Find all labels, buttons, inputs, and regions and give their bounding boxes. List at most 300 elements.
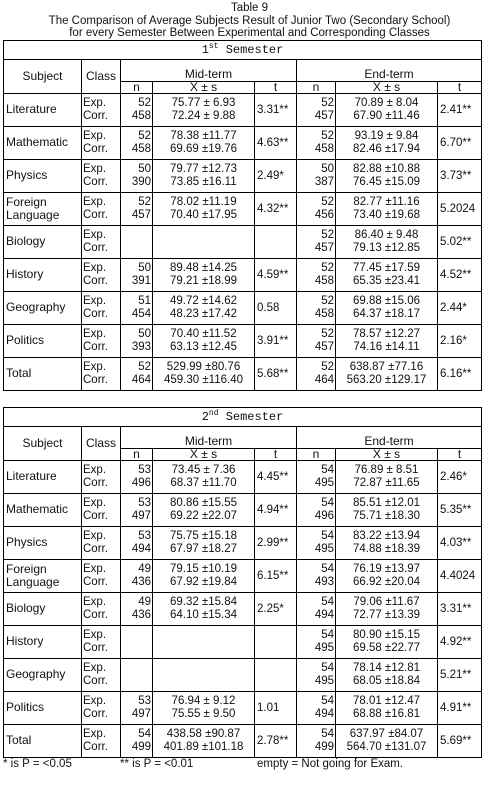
end-n-cell xyxy=(297,291,336,324)
mid-n-cell xyxy=(121,258,153,291)
end-n-corr: 464 xyxy=(314,373,334,386)
mid-t-cell: 5.68** xyxy=(255,357,297,390)
class-cell xyxy=(82,258,121,291)
end-t-cell: 5.69** xyxy=(438,724,482,757)
class-corr: Corr. xyxy=(83,476,108,489)
mid-n-corr: 497 xyxy=(131,509,151,522)
end-mean-sd-exp: 77.45 ±17.59 xyxy=(352,262,421,274)
mid-mean-sd-exp: 70.40 ±11.52 xyxy=(170,328,237,340)
table-row xyxy=(4,460,482,493)
subject-cell: Mathematic xyxy=(4,493,82,526)
semester-suffix: nd xyxy=(208,409,219,418)
class-cell xyxy=(82,291,121,324)
mid-t-header: t xyxy=(255,81,297,93)
end-n-cell xyxy=(297,625,336,658)
class-cell xyxy=(82,159,121,192)
mid-n-cell xyxy=(121,192,153,225)
mid-mean-sd-corr: 69.22 ±22.07 xyxy=(169,509,238,522)
class-corr: Corr. xyxy=(83,208,108,221)
class-exp: Exp. xyxy=(83,361,107,373)
semester-heading xyxy=(4,407,482,426)
mid-mean-sd-exp: 69.32 ±15.84 xyxy=(169,596,238,608)
end-t-cell: 5.35** xyxy=(438,493,482,526)
mid-mean-sd-exp: 79.77 ±12.73 xyxy=(169,163,238,175)
end-n-cell xyxy=(297,225,336,258)
end-n-exp: 52 xyxy=(321,295,334,307)
end-n-exp: 52 xyxy=(321,196,334,208)
mid-n-cell xyxy=(121,526,153,559)
mid-mean-sd-cell xyxy=(153,192,255,225)
subject-cell: History xyxy=(4,258,82,291)
mid-mean-sd-exp: 76.94 ± 9.12 xyxy=(171,695,236,707)
end-n-cell xyxy=(297,159,336,192)
end-n-cell xyxy=(297,526,336,559)
mid-t-header: t xyxy=(255,448,297,460)
end-mean-sd-exp: 69.88 ±15.06 xyxy=(352,295,421,307)
class-cell xyxy=(82,225,121,258)
mid-term-header: Mid-term xyxy=(121,59,297,81)
end-n-exp: 54 xyxy=(321,662,334,674)
class-header: Class xyxy=(82,426,121,460)
end-n-exp: 52 xyxy=(321,229,334,241)
mid-n-exp: 50 xyxy=(138,328,151,340)
mid-n-cell xyxy=(121,291,153,324)
end-mean-sd-cell xyxy=(336,724,438,757)
mid-t-cell: 4.59** xyxy=(255,258,297,291)
mid-n-cell xyxy=(121,324,153,357)
end-mean-sd-corr: 79.13 ±12.85 xyxy=(352,241,421,254)
end-mean-sd-cell xyxy=(336,691,438,724)
mid-mean-sd-corr: 63.13 ±12.45 xyxy=(169,340,238,353)
table-label: Table 9 xyxy=(230,2,269,14)
end-mean-sd-cell xyxy=(336,93,438,126)
table-row xyxy=(4,493,482,526)
class-corr: Corr. xyxy=(83,707,108,720)
subject-cell: Biology xyxy=(4,225,82,258)
end-mean-sd-corr: 73.40 ±19.68 xyxy=(352,208,421,221)
table-row xyxy=(4,126,482,159)
mid-n-exp: 50 xyxy=(138,163,151,175)
mid-mean-sd-corr: 401.89 ±101.18 xyxy=(163,740,244,753)
end-mean-sd-exp: 70.89 ± 8.04 xyxy=(354,97,419,109)
class-cell xyxy=(82,625,121,658)
end-n-corr: 494 xyxy=(314,707,334,720)
mid-mean-sd-cell xyxy=(153,724,255,757)
end-mean-sd-corr: 76.45 ±15.09 xyxy=(352,175,421,188)
mid-n-cell xyxy=(121,159,153,192)
end-n-exp: 52 xyxy=(321,328,334,340)
end-mean-sd-exp: 78.14 ±12.81 xyxy=(352,662,421,674)
end-mean-sd-corr: 74.16 ±14.11 xyxy=(353,340,420,353)
class-exp: Exp. xyxy=(83,163,107,175)
end-n-corr: 495 xyxy=(314,476,334,489)
class-exp: Exp. xyxy=(83,328,107,340)
mid-n-cell xyxy=(121,724,153,757)
end-mean-sd-corr: 65.35 ±23.41 xyxy=(352,274,421,287)
end-mean-sd-exp: 638.87 ±77.16 xyxy=(349,361,424,373)
class-corr: Corr. xyxy=(83,109,108,122)
end-mean-sd-corr: 75.71 ±18.30 xyxy=(352,509,421,522)
end-mean-sd-corr: 72.87 ±11.65 xyxy=(353,476,420,489)
class-exp: Exp. xyxy=(83,464,107,476)
end-mean-sd-cell xyxy=(336,592,438,625)
class-cell xyxy=(82,460,121,493)
end-mean-sd-exp: 85.51 ±12.01 xyxy=(352,497,421,509)
end-n-cell xyxy=(297,126,336,159)
mid-mean-sd-corr: 459.30 ±116.40 xyxy=(163,373,243,386)
class-cell xyxy=(82,357,121,390)
mid-mean-sd-corr: 69.69 ±19.76 xyxy=(169,142,238,155)
semester-label: Semester xyxy=(218,43,284,57)
end-n-header: n xyxy=(297,81,336,93)
mid-mean-sd-cell xyxy=(153,559,255,592)
table-row xyxy=(4,324,482,357)
mid-n-exp: 53 xyxy=(138,464,151,476)
mid-t-cell xyxy=(255,658,297,691)
end-n-cell xyxy=(297,357,336,390)
end-mean-sd-cell xyxy=(336,526,438,559)
mid-mean-sd-exp: 80.86 ±15.55 xyxy=(169,497,238,509)
mid-n-cell xyxy=(121,126,153,159)
mid-n-cell xyxy=(121,658,153,691)
end-mean-sd-cell xyxy=(336,258,438,291)
end-n-corr: 499 xyxy=(314,740,334,753)
mid-n-cell xyxy=(121,357,153,390)
end-mean-sd-corr: 68.05 ±18.84 xyxy=(352,674,421,687)
mid-mean-sd-corr: 64.10 ±15.34 xyxy=(169,608,238,621)
end-mean-sd-exp: 82.88 ±10.88 xyxy=(352,163,421,175)
end-term-header: End-term xyxy=(297,426,482,448)
end-mean-sd-cell xyxy=(336,291,438,324)
end-n-exp: 54 xyxy=(321,629,334,641)
end-mean-sd-exp: 637.97 ±84.07 xyxy=(349,728,424,740)
end-n-exp: 54 xyxy=(321,728,334,740)
class-cell xyxy=(82,526,121,559)
end-n-corr: 387 xyxy=(314,175,334,188)
class-corr: Corr. xyxy=(83,674,108,687)
end-mean-sd-cell xyxy=(336,126,438,159)
class-exp: Exp. xyxy=(83,530,107,542)
class-corr: Corr. xyxy=(83,175,108,188)
mid-n-exp: 53 xyxy=(138,497,151,509)
mid-mean-sd-cell xyxy=(153,324,255,357)
mid-mean-sd-cell xyxy=(153,691,255,724)
mid-mean-sd-cell xyxy=(153,526,255,559)
class-cell xyxy=(82,658,121,691)
footnote xyxy=(3,758,499,771)
mid-mean-sd-cell xyxy=(153,625,255,658)
class-corr: Corr. xyxy=(83,509,108,522)
end-n-exp: 54 xyxy=(321,563,334,575)
subject-cell: Mathematic xyxy=(4,126,82,159)
mid-t-cell: 3.91** xyxy=(255,324,297,357)
class-cell xyxy=(82,592,121,625)
subject-cell: Foreign Language xyxy=(4,559,82,592)
mid-mean-sd-corr: 72.24 ± 9.88 xyxy=(171,109,236,122)
class-exp: Exp. xyxy=(83,229,107,241)
table-row xyxy=(4,357,482,390)
table-row xyxy=(4,258,482,291)
footnote-empty: empty = Not going for Exam. xyxy=(257,757,404,770)
mid-mean-sd-exp: 89.48 ±14.25 xyxy=(169,262,238,274)
subject-cell: Total xyxy=(4,357,82,390)
table-title-line-1: The Comparison of Average Subjects Result of Junior Two (Secondary School) xyxy=(48,14,451,27)
end-mean-sd-exp: 80.90 ±15.15 xyxy=(352,629,421,641)
end-t-cell: 4.52** xyxy=(438,258,482,291)
mid-n-corr: 436 xyxy=(131,608,151,621)
end-mean-sd-exp: 78.01 ±12.47 xyxy=(352,695,421,707)
mid-t-cell: 2.49* xyxy=(255,159,297,192)
subject-cell: Literature xyxy=(4,93,82,126)
subject-cell: Physics xyxy=(4,526,82,559)
end-n-cell xyxy=(297,460,336,493)
end-n-corr: 458 xyxy=(314,307,334,320)
mid-mean-sd-cell xyxy=(153,258,255,291)
table-row xyxy=(4,625,482,658)
end-mean-sd-exp: 76.89 ± 8.51 xyxy=(354,464,419,476)
mid-t-cell: 2.25* xyxy=(255,592,297,625)
mid-n-exp: 50 xyxy=(138,262,151,274)
end-mean-sd-corr: 69.58 ±22.77 xyxy=(352,641,421,654)
mid-n-corr: 391 xyxy=(131,274,151,287)
end-n-corr: 495 xyxy=(314,641,334,654)
mid-n-cell xyxy=(121,493,153,526)
end-mean-sd-corr: 67.90 ±11.46 xyxy=(353,109,420,122)
end-mean-sd-exp: 76.19 ±13.97 xyxy=(352,563,421,575)
end-n-exp: 52 xyxy=(321,262,334,274)
mid-n-exp: 49 xyxy=(138,563,151,575)
end-mean-sd-header xyxy=(336,81,438,93)
mid-n-cell xyxy=(121,559,153,592)
end-t-cell: 2.41** xyxy=(438,93,482,126)
end-mean-sd-corr: 563.20 ±129.17 xyxy=(346,373,427,386)
std-symbol: ± s xyxy=(380,81,401,93)
mid-n-exp: 49 xyxy=(138,596,151,608)
mid-mean-sd-corr: 79.21 ±18.99 xyxy=(169,274,238,287)
mid-n-cell xyxy=(121,691,153,724)
end-n-cell xyxy=(297,658,336,691)
end-mean-sd-corr: 64.37 ±18.17 xyxy=(352,307,421,320)
mean-symbol: $\overline{X}$ xyxy=(189,448,198,460)
class-corr: Corr. xyxy=(83,307,108,320)
subject-cell: Geography xyxy=(4,658,82,691)
end-t-header: t xyxy=(438,448,482,460)
class-corr: Corr. xyxy=(83,641,108,654)
end-t-cell: 5.02** xyxy=(438,225,482,258)
end-n-corr: 457 xyxy=(314,241,334,254)
subject-cell: Total xyxy=(4,724,82,757)
mid-t-cell: 3.31** xyxy=(255,93,297,126)
end-n-corr: 458 xyxy=(314,142,334,155)
mid-mean-sd-exp: 78.02 ±11.19 xyxy=(170,196,237,208)
class-cell xyxy=(82,493,121,526)
class-corr: Corr. xyxy=(83,575,108,588)
semester-label: Semester xyxy=(218,410,284,424)
table-row xyxy=(4,526,482,559)
subject-cell: Literature xyxy=(4,460,82,493)
class-header: Class xyxy=(82,59,121,93)
end-t-cell: 2.46* xyxy=(438,460,482,493)
end-n-corr: 496 xyxy=(314,509,334,522)
end-n-corr: 456 xyxy=(314,208,334,221)
mid-mean-sd-cell xyxy=(153,357,255,390)
end-mean-sd-corr: 564.70 ±131.07 xyxy=(346,740,427,753)
end-t-header: t xyxy=(438,81,482,93)
end-mean-sd-exp: 86.40 ± 9.48 xyxy=(354,229,419,241)
table-row xyxy=(4,291,482,324)
end-n-header: n xyxy=(297,448,336,460)
mid-n-corr: 499 xyxy=(131,740,151,753)
end-mean-sd-exp: 83.22 ±13.94 xyxy=(352,530,421,542)
mid-n-corr: 458 xyxy=(131,142,151,155)
end-n-corr: 457 xyxy=(314,109,334,122)
end-mean-sd-exp: 93.19 ± 9.84 xyxy=(354,130,419,142)
mid-n-corr: 436 xyxy=(131,575,151,588)
subject-cell: Geography xyxy=(4,291,82,324)
end-n-exp: 54 xyxy=(321,695,334,707)
mid-mean-sd-exp: 75.75 ±15.18 xyxy=(169,530,238,542)
end-mean-sd-cell xyxy=(336,159,438,192)
mid-mean-sd-exp: 78.38 ±11.77 xyxy=(170,130,237,142)
mid-t-cell: 4.45** xyxy=(255,460,297,493)
mid-n-exp: 53 xyxy=(138,530,151,542)
end-t-cell: 2.16* xyxy=(438,324,482,357)
class-exp: Exp. xyxy=(83,130,107,142)
end-n-corr: 493 xyxy=(314,575,334,588)
end-n-exp: 54 xyxy=(321,596,334,608)
end-t-cell: 4.92** xyxy=(438,625,482,658)
class-exp: Exp. xyxy=(83,262,107,274)
end-t-cell: 3.73** xyxy=(438,159,482,192)
mid-t-cell xyxy=(255,625,297,658)
class-cell xyxy=(82,691,121,724)
mid-t-cell xyxy=(255,225,297,258)
mid-mean-sd-cell xyxy=(153,93,255,126)
class-cell xyxy=(82,559,121,592)
end-n-exp: 54 xyxy=(321,464,334,476)
class-corr: Corr. xyxy=(83,608,108,621)
end-n-corr: 494 xyxy=(314,608,334,621)
mid-mean-sd-cell xyxy=(153,225,255,258)
semester-table-2 xyxy=(3,407,482,758)
mid-n-corr: 454 xyxy=(131,307,151,320)
end-n-cell xyxy=(297,192,336,225)
table-row xyxy=(4,159,482,192)
mid-n-header: n xyxy=(121,81,153,93)
table-row xyxy=(4,691,482,724)
end-n-exp: 52 xyxy=(321,361,334,373)
mid-t-cell: 1.01 xyxy=(255,691,297,724)
table-row xyxy=(4,658,482,691)
end-n-exp: 52 xyxy=(321,130,334,142)
std-symbol: ± s xyxy=(197,448,218,460)
subject-cell: Politics xyxy=(4,324,82,357)
end-mean-sd-header xyxy=(336,448,438,460)
end-t-cell: 5.2024 xyxy=(438,192,482,225)
end-mean-sd-exp: 79.06 ±11.67 xyxy=(353,596,420,608)
mid-mean-sd-exp: 438.58 ±90.87 xyxy=(166,728,241,740)
end-t-cell: 5.21** xyxy=(438,658,482,691)
end-t-cell: 4.4024 xyxy=(438,559,482,592)
class-cell xyxy=(82,324,121,357)
end-n-cell xyxy=(297,724,336,757)
end-t-cell: 4.03** xyxy=(438,526,482,559)
class-corr: Corr. xyxy=(83,274,108,287)
mid-t-cell: 2.78** xyxy=(255,724,297,757)
mean-symbol: $\overline{X}$ xyxy=(189,81,198,93)
mid-mean-sd-exp: 49.72 ±14.62 xyxy=(169,295,238,307)
mid-n-exp: 52 xyxy=(138,361,151,373)
mid-n-corr: 458 xyxy=(131,109,151,122)
mid-mean-sd-exp: 75.77 ± 6.93 xyxy=(171,97,236,109)
class-corr: Corr. xyxy=(83,241,108,254)
end-mean-sd-corr: 68.88 ±16.81 xyxy=(352,707,421,720)
mid-mean-sd-corr: 73.85 ±16.11 xyxy=(170,175,237,188)
mid-mean-sd-corr: 67.92 ±19.84 xyxy=(169,575,238,588)
end-n-exp: 54 xyxy=(321,530,334,542)
class-corr: Corr. xyxy=(83,373,108,386)
end-mean-sd-exp: 82.77 ±11.16 xyxy=(353,196,420,208)
footnote-p01: ** is P = <0.01 xyxy=(120,757,194,770)
end-mean-sd-corr: 66.92 ±20.04 xyxy=(352,575,421,588)
end-n-cell xyxy=(297,493,336,526)
end-mean-sd-exp: 78.57 ±12.27 xyxy=(352,328,421,340)
semester-suffix: st xyxy=(208,42,219,51)
mean-symbol: $\overline{X}$ xyxy=(372,448,381,460)
end-n-cell xyxy=(297,258,336,291)
subject-cell: Politics xyxy=(4,691,82,724)
class-exp: Exp. xyxy=(83,196,107,208)
end-mean-sd-cell xyxy=(336,192,438,225)
end-mean-sd-cell xyxy=(336,357,438,390)
end-n-corr: 457 xyxy=(314,340,334,353)
mid-mean-sd-cell xyxy=(153,592,255,625)
mid-t-cell: 4.32** xyxy=(255,192,297,225)
std-symbol: ± s xyxy=(380,448,401,460)
mid-n-header: n xyxy=(121,448,153,460)
mid-n-corr: 496 xyxy=(131,476,151,489)
mid-mean-sd-corr: 68.37 ±11.70 xyxy=(170,476,237,489)
subject-cell: History xyxy=(4,625,82,658)
end-t-cell: 4.91** xyxy=(438,691,482,724)
mid-mean-sd-corr: 67.97 ±18.27 xyxy=(169,542,238,555)
mid-mean-sd-cell xyxy=(153,460,255,493)
mid-t-cell: 6.15** xyxy=(255,559,297,592)
mid-t-cell: 4.63** xyxy=(255,126,297,159)
class-exp: Exp. xyxy=(83,728,107,740)
mid-n-corr: 390 xyxy=(131,175,151,188)
mid-t-cell: 4.94** xyxy=(255,493,297,526)
table-gap xyxy=(0,391,499,407)
tables-container xyxy=(0,40,499,758)
subject-cell: Biology xyxy=(4,592,82,625)
class-exp: Exp. xyxy=(83,295,107,307)
end-mean-sd-cell xyxy=(336,559,438,592)
class-cell xyxy=(82,93,121,126)
mid-n-cell xyxy=(121,592,153,625)
end-mean-sd-corr: 74.88 ±18.39 xyxy=(352,542,421,555)
class-exp: Exp. xyxy=(83,97,107,109)
mid-mean-sd-header xyxy=(153,448,255,460)
mid-mean-sd-cell xyxy=(153,159,255,192)
mid-mean-sd-header xyxy=(153,81,255,93)
end-n-corr: 495 xyxy=(314,674,334,687)
mid-n-cell xyxy=(121,625,153,658)
mid-n-exp: 52 xyxy=(138,130,151,142)
table-row xyxy=(4,592,482,625)
end-n-cell xyxy=(297,559,336,592)
class-cell xyxy=(82,192,121,225)
